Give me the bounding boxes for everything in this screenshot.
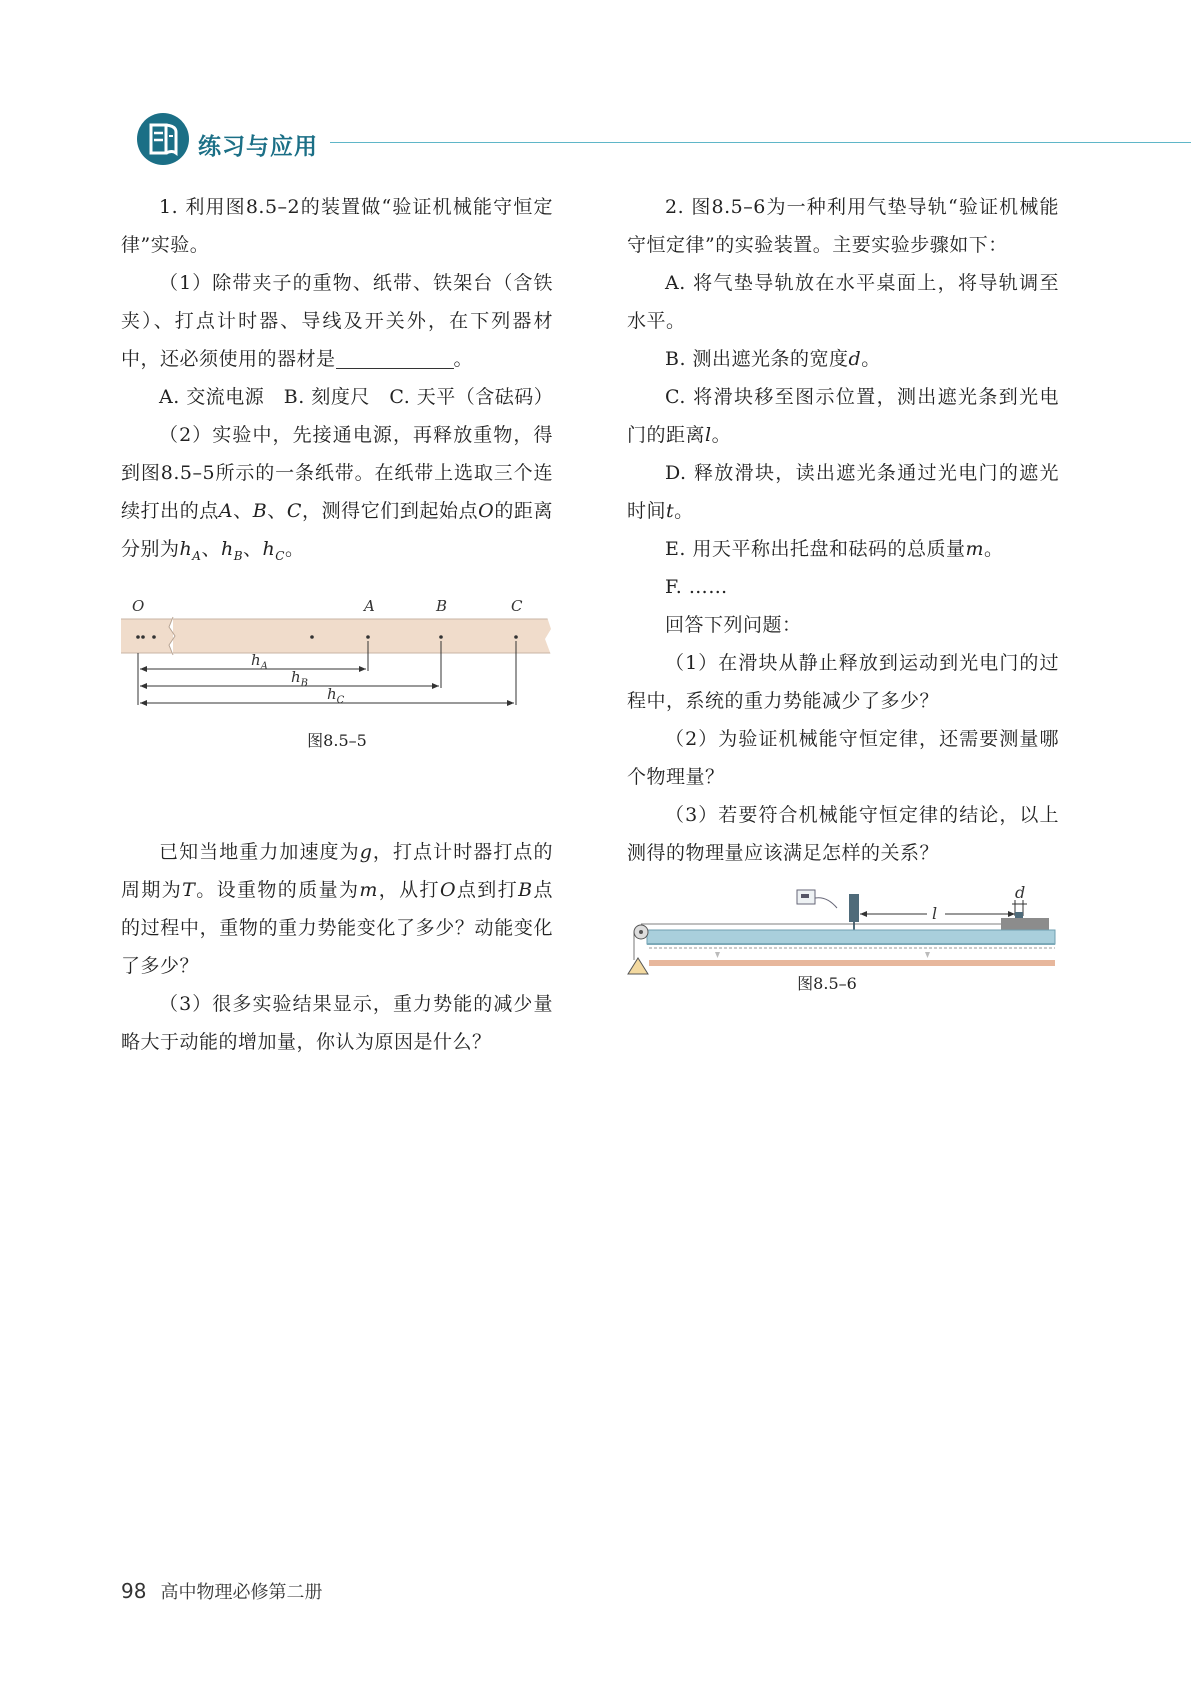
q1-part2-continued: 已知当地重力加速度为g，打点计时器打点的周期为T。设重物的质量为m，从打O点到打B点的过程中，重物的重力势能变化了多少？动能变化了多少？ [121, 840, 553, 977]
q1-options: A. 交流电源 B. 刻度尺 C. 天平（含砝码） [159, 386, 554, 408]
dim-label-hB: $h_B$ [291, 667, 309, 689]
q2-step-f: F. …… [665, 576, 728, 598]
tape-label-B: B [436, 596, 448, 615]
q2-intro: 2. 图8.5–6为一种利用气垫导轨“验证机械能守恒定律”的实验装置。主要实验步骤如下： [627, 196, 1059, 256]
q2-sub3: （3）若要符合机械能守恒定律的结论，以上测得的物理量应该满足怎样的关系？ [627, 804, 1059, 864]
q2-step-b: B. 测出遮光条的宽度d。 [665, 348, 881, 370]
width-label-d: d [1015, 886, 1026, 902]
q1-part2: （2）实验中，先接通电源，再释放重物，得到图8.5–5所示的一条纸带。在纸带上选取三个连续打出的点A、B、C，测得它们到起始点O的距离分别为$h_A$、$h_B$、$h_C$。 [121, 424, 553, 563]
page-number: 98 [121, 1579, 147, 1603]
section-title: 练习与应用 [198, 134, 318, 160]
figure-caption: 图8.5–6 [797, 974, 857, 993]
figure-caption: 图8.5–5 [307, 730, 367, 750]
q2-step-d: D. 释放滑块，读出遮光条通过光电门的遮光时间t。 [627, 462, 1059, 522]
book-title: 高中物理必修第二册 [160, 1582, 323, 1603]
answer-blank [336, 346, 454, 369]
tape-label-A: A [364, 596, 375, 615]
q2-sub2: （2）为验证机械能守恒定律，还需要测量哪个物理量？ [627, 728, 1059, 788]
q2-step-c: C. 将滑块移至图示位置，测出遮光条到光电门的距离l。 [627, 386, 1059, 446]
dim-label-hC: $h_C$ [327, 684, 345, 706]
page-footer [121, 1578, 322, 1604]
section-divider [330, 142, 1191, 143]
q2-sub1: （1）在滑块从静止释放到运动到光电门的过程中，系统的重力势能减少了多少？ [627, 652, 1059, 712]
distance-label-l: l [932, 904, 938, 923]
q2-step-e: E. 用天平称出托盘和砝码的总质量m。 [665, 538, 1004, 560]
q1-intro: 1. 利用图8.5–2的装置做“验证机械能守恒定律”实验。 [121, 196, 553, 256]
q2-step-a: A. 将气垫导轨放在水平桌面上，将导轨调至水平。 [627, 272, 1059, 332]
exercise-book-icon [136, 112, 190, 166]
paper-tape-diagram [121, 593, 553, 713]
q1-part1: （1）除带夹子的重物、纸带、铁架台（含铁夹）、打点计时器、导线及开关外，在下列器材中，还必须使用的器材是 。 [121, 272, 553, 370]
dim-label-hA: $h_A$ [251, 650, 268, 672]
left-column [121, 188, 553, 1061]
figure-8-5-6 [627, 886, 1059, 1006]
tape-label-O: O [132, 596, 145, 615]
q2-answer-prompt: 回答下列问题： [665, 614, 802, 636]
right-column [627, 188, 1059, 1006]
tape-label-C: C [511, 596, 523, 615]
section-header [136, 112, 1191, 174]
q1-part3: （3）很多实验结果显示，重力势能的减少量略大于动能的增加量，你认为原因是什么？ [121, 992, 553, 1053]
air-track-diagram [627, 886, 1059, 978]
figure-8-5-5 [121, 593, 553, 833]
